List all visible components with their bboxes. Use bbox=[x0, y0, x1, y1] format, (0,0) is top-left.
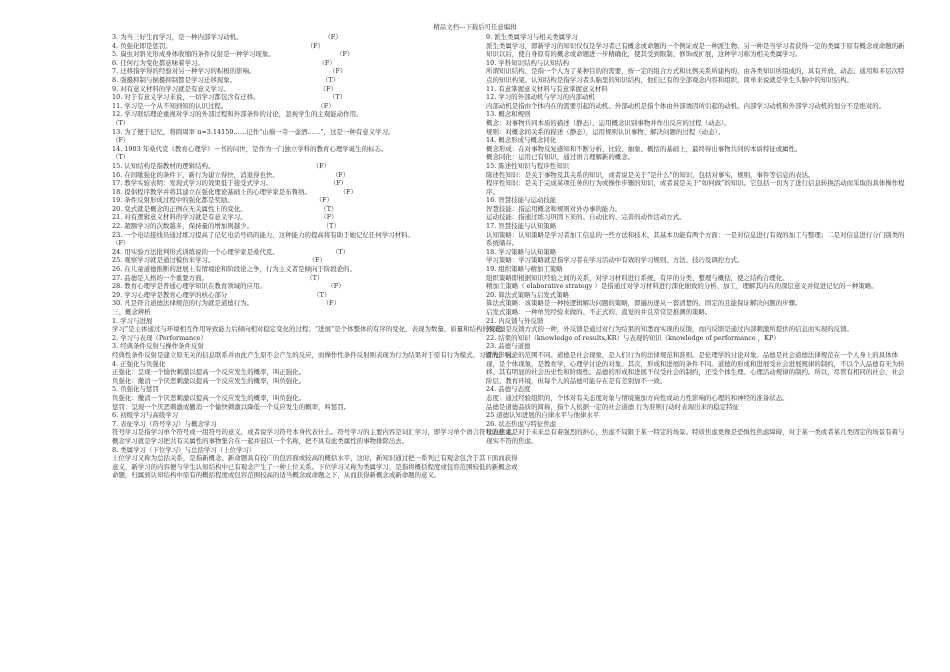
text-line: 25. 观察学习就是通过模仿来学习。 （F） bbox=[112, 256, 326, 265]
text-line: 26. 在儿童道德推断的进展上有情境论和阶段论之争，行为主义者是倾向于阶段论的。 bbox=[112, 265, 357, 274]
text-line: （T） bbox=[112, 118, 130, 127]
text-line: 惩罚：呈现一个厌恶刺激或撤消一个愉快刺激以降低一个反应发生的概率，叫惩罚。 bbox=[112, 402, 351, 411]
text-line: 3. 经典条件反射与操作条件反射 bbox=[112, 342, 204, 351]
text-line: 9. 派生类属学习与相关类属学习 bbox=[486, 33, 578, 41]
text-line: 经典性条件反射是建立原无关的信息联系并由此产生原不会产生的反应，而操作性条件反射则表现为行为结果对于原有行为模式、习惯的影响。 bbox=[112, 350, 518, 359]
text-line: 6. 任何行为变化都意味着学习。 （F） bbox=[112, 58, 336, 67]
text-line: 22. 超额学习的次数越多，保持量的增加则越少。 （T） bbox=[112, 222, 340, 231]
text-line: 负强化：撤消一个厌恶刺激以提高一个反应发生的概率，叫负强化。 bbox=[112, 393, 306, 402]
text-line: 24. 用实验方法批判形式训练说的一个心理学家是桑代克。 （T） bbox=[112, 247, 350, 256]
text-line: 态度：通过经验组织的，个体对有关态度对象与情境施加方向性或动力性影响的心理的和神经的准备状态。 bbox=[486, 393, 789, 402]
text-line: 启发式策略：一种单凭经验来做的、不正式的、直觉的并且常常是推测的策略。 bbox=[486, 308, 712, 316]
text-line: 三、概念辨析 bbox=[112, 308, 151, 316]
text-line: 29. 学习心理学是教育心理学的核心部分 （T） bbox=[112, 290, 331, 299]
text-line: 21. 内反馈与外反馈 bbox=[486, 316, 544, 325]
text-line: 16. 在间歇强化的条件下，新行为建立得快，消退得也快。 （F） bbox=[112, 170, 350, 179]
text-line: 上位学习又称为总括关系，是指新概念、新命题具有较广的包容面或较高的概括水平，这时，新知识通过把一系列已有观念包含于其下面而获得意义，新学习的内容便与学生认知结构中已有观念产生了一种上位关系。下位学习又称为类属学习，是指将概括程度或包容范围较低的新概念或命题，归属到认知结构中原有的概括程度或包容范围较高的适当概念或命题之下，从而获得新概念或新命题的意义。 bbox=[112, 454, 518, 480]
text-line: 15. 认知结构是指教材的逻辑结构。 （F） bbox=[112, 161, 330, 170]
text-line: 1. 学习与进展 bbox=[112, 316, 153, 325]
text-line: 25 道德认知进展的自律水平与他律水平 bbox=[486, 411, 600, 420]
text-line: 23. 品德与道德 bbox=[486, 342, 531, 351]
text-line: 14. 概念形成与概念同化 bbox=[486, 136, 557, 145]
text-line: 17. 教学实验表明：发现式学习的效果低于接受式学习。 （F） bbox=[112, 179, 347, 188]
text-line: 规则：对概念间关系的描述（静态），运用规则认识事物、解决问题的过程（动态）。 bbox=[486, 127, 725, 136]
text-line: 9. 对有意义材料的学习就是有意义学习。 （F） bbox=[112, 84, 338, 93]
text-line: 18. 提倡程序教学并将其建立在强化理论基础上的心理学家是布鲁纳。 （F） bbox=[112, 187, 357, 196]
text-line: 状态焦虑是对于未来总有着强烈的担心，焦虑不局限于某一特定的场景。特质焦虑更像是恐惧性焦虑障碍，对于某一类或者某几类固定的场景有着与现实不符的焦虑。 bbox=[486, 428, 905, 445]
text-line: 精加工策略（ elaborative strategy ）是指通过对学习材料进行深化细致的分析、加工，理解其内在的深层意义并促进记忆的一种策略。 bbox=[486, 282, 878, 291]
text-line: 学习策略：学习策略就是指学习者在学习活动中有效的学习规则、方法、技巧及调控方式。 bbox=[486, 256, 744, 265]
left-column bbox=[112, 33, 522, 480]
text-line: 8. 类属学习（下位学习）与总括学习（上位学习） bbox=[112, 445, 256, 454]
text-line: 外反馈是反馈方式的一种，外反馈是通过对行为结果的知悉而实现的反馈，而内反馈是通过内部刺激所提供的信息而实现的反馈。 bbox=[486, 325, 853, 334]
text-line: 23. 一个电话接线员通过练习提高了记忆电话号码的能力，这种能力的提高将有助于她记忆任何学习材料。 bbox=[112, 230, 414, 239]
text-line: 4. 负强化即是惩罚。 （F） bbox=[112, 41, 325, 50]
text-line: 20. 变式就是概念的正例在无关属性上的变化。 （T） bbox=[112, 204, 338, 213]
text-line: 11. 学习是一个从不知到知的认识过程。 （F） bbox=[112, 101, 335, 110]
text-line: 17. 智慧技能与认知策略 bbox=[486, 222, 557, 231]
text-line: 7. 表征学习（符号学习）与概念学习 bbox=[112, 419, 217, 428]
text-line: 派生类属学习，即新学习的知识仅仅是学习者已有概念或命题的一个例证或是一种派生物。另一种是当学习者获得一定的类属于原有概念或命题的新知识以后，使自身原有的概念或命题进一步精确化，使其受到限制、修饰或扩展，这种学习称为相关类属学习。 bbox=[486, 41, 905, 59]
text-line: 陈述性知识：是关于事物及其关系的知识，或者说是关于“是什么”的知识，包括对事实，规则，事件等信息的表达。 bbox=[486, 170, 815, 179]
text-line: 6. 初级学习与高级学习 bbox=[112, 411, 179, 420]
text-line: 10. 学科知识结构与认知结构 bbox=[486, 58, 570, 67]
text-line: 24. 品德与态度 bbox=[486, 385, 531, 394]
text-line: 7. 迁移指学得的经验对另一种学习的积极的影响。 （F） bbox=[112, 67, 347, 76]
text-line: 10. 对于有意义学习来说，一切学习都包含有迁移。 （T） bbox=[112, 93, 347, 102]
text-line: 19. 条件反射形成过程中的强化都是奖励。 （F） bbox=[112, 196, 333, 205]
text-line: 27. 品德是人格的一个重要方面。 （T） bbox=[112, 273, 324, 282]
text-line: 2. 学习与表现（Performance） bbox=[112, 333, 208, 342]
text-line: 概念学习就是学习把共有关属性的事物集合在一起并冠以一个名称，把不具有此类属性的事物排除出去。 bbox=[112, 436, 409, 445]
text-line: 运动技能：指通过练习巩固下来的、自动化的、完善的动作活动方式。 bbox=[486, 213, 686, 222]
text-line: 认知策略：认知策略是学习者加工信息的一些方法和技术，其基本功能有两个方面：一是对信息进行有效的加工与整理；二是对信息进行分门别类的系统储存。 bbox=[486, 230, 905, 248]
text-line: 21. 对有逻辑意义材料的学习就是有意义学习。 （F） bbox=[112, 213, 338, 222]
text-line: 组织策略即根据知识经验之间的关系，对学习材料进行系统、有序的分类、整理与概括，使之结构合理化。 bbox=[486, 273, 789, 282]
text-line: 4. 正强化与负强化 bbox=[112, 359, 166, 368]
text-line: 16. 智慧技能与运动技能 bbox=[486, 196, 557, 205]
text-line: 正强化：呈现一个愉快刺激以提高一个反应发生的概率，叫正强化。 bbox=[112, 368, 306, 377]
text-line: 3. 为当三好生而学习，是一种内部学习动机。 （F） bbox=[112, 33, 342, 41]
text-line: 15. 陈述性知识与程序性知识 bbox=[486, 161, 570, 170]
text-line: 内部动机是指由个体内在的需要引起的动机。外部动机是指个体由外部诱因所引起的动机。内部学习动机和外部学习动机的划分不是绝对的。 bbox=[486, 101, 886, 110]
text-line: 14. 1903 年桑代克《教育心理学》一书的问世，是作为一门独立学科的教育心理学诞生的标志。 bbox=[112, 144, 388, 153]
text-line: 概念形成：在对事物反复感知和不断分析、比较、抽象、概括的基础上，最终得出事物共同的本质特征或属性。 bbox=[486, 144, 802, 153]
text-line: 13. 为了便于记忆，将圆周率 π=3.14159……记作“山巅一寺一壶酒……”，这是一种有意义学习。 bbox=[112, 127, 395, 136]
text-line: 19. 组织策略与精加工策略 bbox=[486, 265, 563, 274]
right-column bbox=[486, 33, 906, 446]
text-line: 18. 学习策略与认知策略 bbox=[486, 247, 557, 256]
text-line: 12. 学习联结理论重视对学习的外部过程和外部条件的讨论，忽视学生的主观能动作用。 bbox=[112, 110, 363, 119]
text-line: 负强化：撤消一个厌恶刺激以提高一个反应发生的概率，叫负强化。 bbox=[112, 376, 306, 385]
text-line: 20. 算法式策略与启发式策略 bbox=[486, 290, 570, 299]
text-line: 11. 有意掌握意义材料与有意掌握意义材料 bbox=[486, 84, 608, 93]
text-line: （F） bbox=[112, 136, 130, 145]
text-line: 概念：对事物共同本质的描述（静态），运用概念识别事物并作出反应的过程（动态）。 bbox=[486, 118, 731, 127]
text-line: 8. 强摄抑制与倒摄抑制都是学习迁移现象。 （T） bbox=[112, 75, 340, 84]
text-line: 所谓知识结构，是指一个人为了某种目的的需要，按一定的组合方式和比例关系所建构的，由各类知识所组成的，具有开放、动态、通用和多层次特点的知识构架。认知结构是指学习者头脑里的知识结构，他们已有的全部观念内容和组织，简单来说就是学生头脑中的知识结构。 bbox=[486, 67, 905, 84]
header-note: 精品文档---下载后可任意编辑 bbox=[433, 23, 517, 31]
text-line: 22. 结果的知识（knowledge of results,KR）与表现的知识（knowledge of performance ，KP） bbox=[486, 333, 780, 342]
text-line: （F） bbox=[112, 239, 130, 248]
text-line: 学习”是主体通过与环境相互作用导致能力后倾向相对稳定变化的过程；“进展”是个体整体的有序的变化，表现为数量、质量和结构的变化。 bbox=[112, 325, 509, 334]
text-line: 28. 教育心理学是普通心理学知识在教育领域的应用。 （F） bbox=[112, 282, 345, 291]
text-line: 5. 负强化与惩罚 bbox=[112, 385, 159, 394]
text-line: 12. 学习的外部动机与学习的内部动机 bbox=[486, 93, 595, 102]
text-line: 程序性知识：是关于完成某项任务的行为或操作步骤的知识，或者说是关于“如何做”的知识。它包括一切为了进行信息转换活动而采取的具体操作程序。 bbox=[486, 179, 905, 196]
text-line: 30. 凡是符合道德法律规范的行为就是道德行为。 （F） bbox=[112, 299, 340, 308]
text-line: 首先，讨论的范围不同。道德是社会现象，是人们行为的法律规范和准则。是伦理学的讨论对象。品德是社会道德法律规范在一个人身上的具体体现，是个体现象，是教育学、心理学讨论的对象。其次，形成和进展的条件不同。道德的形成和进展受社会进展规律的制约，不以个人品德有无为转移。其有明显的社会历史性和阶级性。品德的形成和进展不仅受社会的制约，还受个体生理、心理活动规律的制约。所以，尽管有相同的社会，社会阶层、教育环境，但每个人的品德可能存在是有差别加不一致。 bbox=[486, 350, 905, 385]
text-line: 5. 扁虫对斜光形成身体收缩的条件反射是一种学习现象。 （F） bbox=[112, 50, 354, 59]
text-line: 符号学习是指学习单个符号或一组符号的意义，或者说学习符号本身代表什么。符号学习的主要内容是词汇学习，即学习单个语言符号的意义。 bbox=[112, 428, 518, 437]
text-line: 13. 概念和规则 bbox=[486, 110, 531, 119]
text-line: （T） bbox=[112, 153, 130, 162]
text-line: 概念同化：运用已有知识，通过语言理解新的概念。 bbox=[486, 153, 635, 162]
text-line: 品德是道德品质的简称，指个人依据一定的社会道德 行为准则行动时表现出来的稳定特征 bbox=[486, 402, 740, 411]
text-line: 26. 状态焦虑与特征焦虑 bbox=[486, 419, 557, 428]
text-line: 算法式策略：该策略是一种按逻辑解决问题的策略，即遍历逐从一套清楚的、固定的且能保证解决问题的步骤。 bbox=[486, 299, 802, 308]
text-line: 智慧技能：指运用概念和规则对外办事的能力。 bbox=[486, 204, 622, 213]
